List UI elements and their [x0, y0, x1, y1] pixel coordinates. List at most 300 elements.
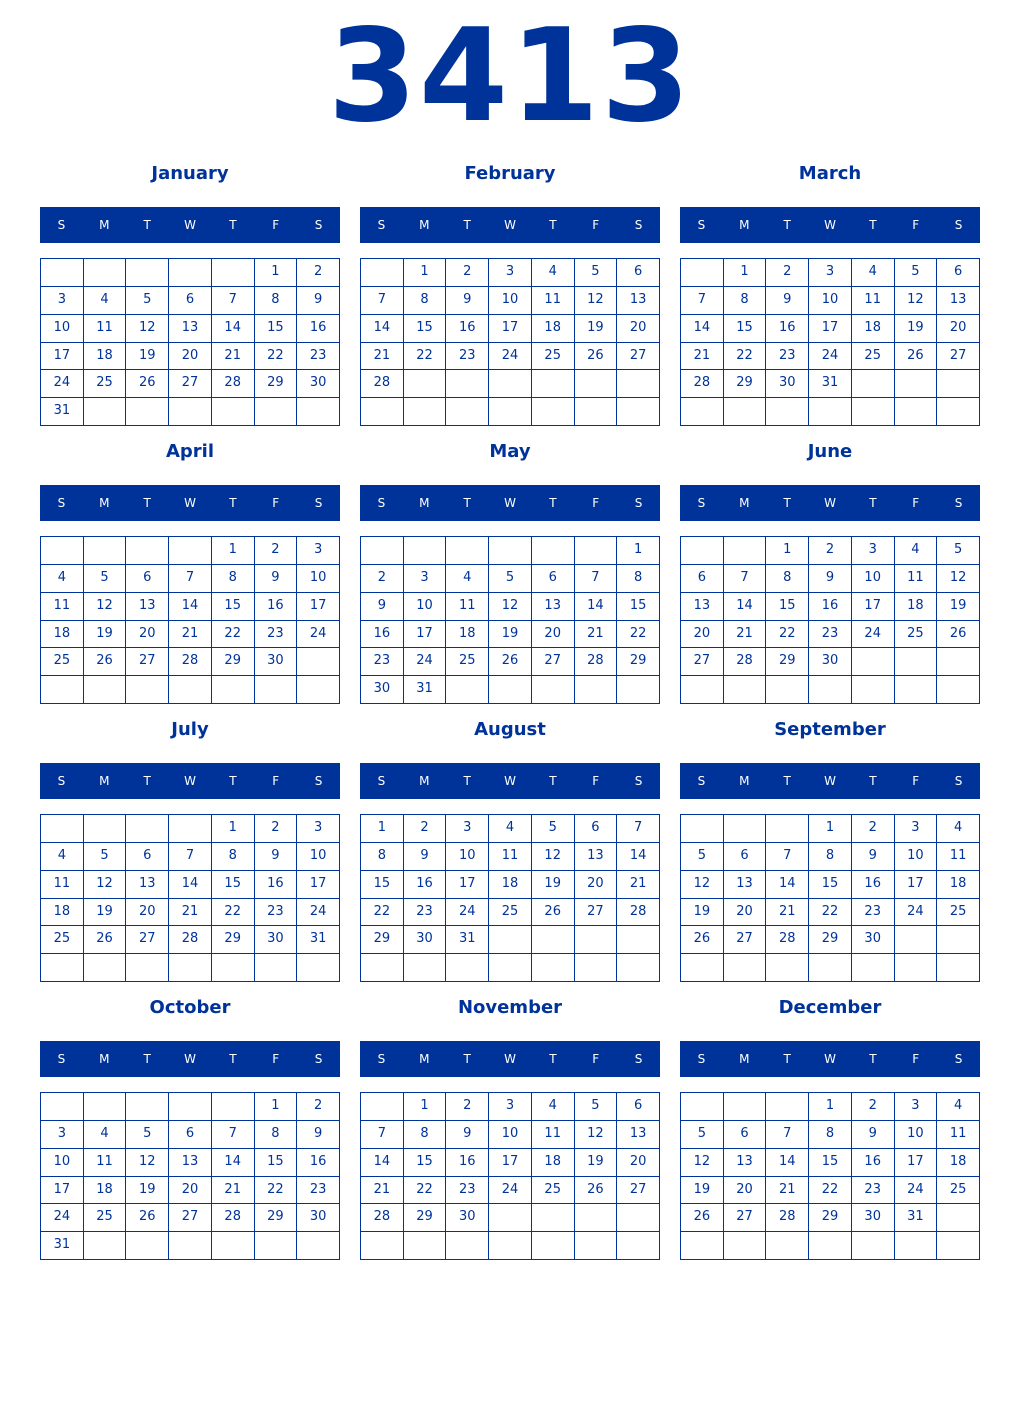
- day-cell: [84, 954, 127, 982]
- day-cell: 16: [446, 1149, 489, 1177]
- weekday-label: W: [504, 218, 516, 232]
- day-cell: 27: [937, 343, 980, 371]
- day-cell: 20: [169, 343, 212, 371]
- day-cell: 11: [489, 843, 532, 871]
- day-cell: 27: [532, 648, 575, 676]
- day-cell: [126, 398, 169, 426]
- day-cell: 21: [361, 1177, 404, 1205]
- day-cell: 15: [361, 871, 404, 899]
- day-cell: 25: [84, 370, 127, 398]
- weekday-header: [40, 1041, 340, 1077]
- day-cell: [895, 676, 938, 704]
- day-cell: 23: [297, 343, 340, 371]
- weekday-label: T: [549, 1052, 557, 1066]
- weekday-label: S: [314, 218, 323, 232]
- weekday-label: S: [377, 1052, 386, 1066]
- weekday-label: S: [634, 218, 643, 232]
- weekday-label: T: [229, 218, 237, 232]
- day-cell: [937, 954, 980, 982]
- day-cell: 13: [126, 593, 169, 621]
- day-cell: 31: [297, 926, 340, 954]
- day-cell: 22: [255, 343, 298, 371]
- day-cell: 4: [937, 1093, 980, 1121]
- day-cell: 3: [852, 537, 895, 565]
- day-cell: 11: [532, 1121, 575, 1149]
- day-cell: [575, 398, 618, 426]
- day-cell: 19: [575, 1149, 618, 1177]
- month-title: September: [774, 719, 886, 740]
- day-cell: 8: [724, 287, 767, 315]
- day-cell: 15: [404, 1149, 447, 1177]
- day-cell: [617, 1204, 660, 1232]
- day-cell: 13: [724, 1149, 767, 1177]
- day-cell: 24: [489, 343, 532, 371]
- day-cell: 28: [575, 648, 618, 676]
- weekday-label: M: [739, 1052, 750, 1066]
- day-cell: 12: [126, 1149, 169, 1177]
- day-cell: [532, 1204, 575, 1232]
- day-cell: 1: [255, 1093, 298, 1121]
- day-cell: 22: [404, 1177, 447, 1205]
- day-cell: 21: [169, 899, 212, 927]
- day-cell: 16: [297, 315, 340, 343]
- day-cell: 28: [766, 1204, 809, 1232]
- day-cell: [84, 815, 127, 843]
- day-cell: 24: [489, 1177, 532, 1205]
- day-cell: 17: [446, 871, 489, 899]
- day-cell: 20: [724, 1177, 767, 1205]
- month-title: February: [464, 163, 556, 184]
- day-cell: 8: [404, 1121, 447, 1149]
- day-cell: [84, 398, 127, 426]
- day-cell: 2: [766, 259, 809, 287]
- weekday-label: M: [419, 1052, 430, 1066]
- weekday-label: T: [143, 218, 151, 232]
- day-cell: 19: [681, 1177, 724, 1205]
- day-cell: 27: [724, 926, 767, 954]
- day-cell: 15: [404, 315, 447, 343]
- day-cell: [489, 676, 532, 704]
- day-cell: 31: [809, 370, 852, 398]
- day-cell: [41, 259, 84, 287]
- day-cell: 8: [212, 565, 255, 593]
- day-cell: 18: [937, 1149, 980, 1177]
- day-cell: [681, 954, 724, 982]
- day-cell: [404, 1232, 447, 1260]
- day-cell: 25: [895, 621, 938, 649]
- day-cell: [126, 537, 169, 565]
- day-cell: 30: [361, 676, 404, 704]
- day-cell: 1: [404, 1093, 447, 1121]
- day-cell: 16: [766, 315, 809, 343]
- day-cell: [169, 676, 212, 704]
- day-cell: 4: [446, 565, 489, 593]
- day-cell: 31: [41, 398, 84, 426]
- day-cell: 17: [404, 621, 447, 649]
- day-cell: 26: [575, 343, 618, 371]
- day-cell: 27: [724, 1204, 767, 1232]
- day-cell: [532, 370, 575, 398]
- weekday-header: [680, 207, 980, 243]
- weekday-label: W: [504, 1052, 516, 1066]
- day-cell: [852, 398, 895, 426]
- day-cell: [895, 648, 938, 676]
- weekday-label: T: [463, 496, 471, 510]
- weekday-label: T: [549, 218, 557, 232]
- day-cell: 11: [446, 593, 489, 621]
- day-cell: 2: [255, 537, 298, 565]
- day-cell: 21: [361, 343, 404, 371]
- day-cell: 24: [297, 621, 340, 649]
- day-cell: 12: [575, 287, 618, 315]
- day-cell: [724, 676, 767, 704]
- day-cell: 27: [169, 1204, 212, 1232]
- day-cell: 18: [84, 343, 127, 371]
- day-cell: 6: [169, 1121, 212, 1149]
- day-cell: 9: [809, 565, 852, 593]
- day-cell: [937, 926, 980, 954]
- day-cell: [404, 370, 447, 398]
- day-grid: [680, 536, 980, 704]
- day-cell: [681, 259, 724, 287]
- day-cell: 31: [895, 1204, 938, 1232]
- year-title: 3413: [327, 2, 693, 151]
- day-cell: 13: [169, 315, 212, 343]
- day-cell: 8: [212, 843, 255, 871]
- day-cell: [212, 1232, 255, 1260]
- day-cell: 4: [489, 815, 532, 843]
- day-cell: 16: [852, 1149, 895, 1177]
- day-cell: 4: [532, 259, 575, 287]
- day-cell: 22: [255, 1177, 298, 1205]
- day-cell: 28: [766, 926, 809, 954]
- day-cell: [169, 259, 212, 287]
- weekday-label: S: [954, 1052, 963, 1066]
- day-grid: [680, 258, 980, 426]
- day-cell: 30: [852, 926, 895, 954]
- day-cell: 21: [766, 1177, 809, 1205]
- day-cell: 3: [809, 259, 852, 287]
- day-cell: 31: [446, 926, 489, 954]
- day-cell: 19: [126, 1177, 169, 1205]
- day-cell: 21: [617, 871, 660, 899]
- day-cell: [617, 398, 660, 426]
- day-cell: 22: [766, 621, 809, 649]
- day-cell: [724, 398, 767, 426]
- day-cell: 16: [446, 315, 489, 343]
- weekday-label: W: [504, 496, 516, 510]
- weekday-label: S: [954, 496, 963, 510]
- day-cell: 22: [212, 899, 255, 927]
- day-cell: 20: [575, 871, 618, 899]
- day-cell: 6: [681, 565, 724, 593]
- day-cell: 1: [212, 537, 255, 565]
- weekday-label: T: [783, 496, 791, 510]
- weekday-label: T: [143, 1052, 151, 1066]
- day-cell: 18: [852, 315, 895, 343]
- weekday-label: S: [377, 218, 386, 232]
- weekday-label: S: [377, 774, 386, 788]
- day-cell: 24: [809, 343, 852, 371]
- month-january: [40, 160, 340, 438]
- day-cell: [126, 1232, 169, 1260]
- weekday-label: T: [549, 774, 557, 788]
- weekday-label: W: [184, 218, 196, 232]
- weekday-label: S: [697, 218, 706, 232]
- day-cell: 5: [489, 565, 532, 593]
- day-cell: [766, 1093, 809, 1121]
- weekday-label: F: [912, 1052, 920, 1066]
- day-cell: [126, 259, 169, 287]
- day-cell: 24: [895, 899, 938, 927]
- weekday-label: W: [824, 218, 836, 232]
- day-cell: 12: [532, 843, 575, 871]
- day-cell: 17: [297, 871, 340, 899]
- day-cell: 4: [852, 259, 895, 287]
- day-cell: [169, 815, 212, 843]
- day-cell: 5: [126, 287, 169, 315]
- day-cell: 19: [532, 871, 575, 899]
- day-cell: 9: [766, 287, 809, 315]
- day-cell: [766, 815, 809, 843]
- day-cell: 18: [41, 899, 84, 927]
- day-cell: 18: [41, 621, 84, 649]
- day-cell: 10: [41, 1149, 84, 1177]
- day-cell: 1: [617, 537, 660, 565]
- day-cell: [446, 370, 489, 398]
- month-may: [360, 438, 660, 716]
- day-cell: [446, 398, 489, 426]
- day-cell: 7: [766, 1121, 809, 1149]
- month-july: [40, 716, 340, 994]
- day-cell: [212, 398, 255, 426]
- weekday-label: S: [314, 496, 323, 510]
- day-cell: 27: [617, 343, 660, 371]
- day-cell: [852, 370, 895, 398]
- day-cell: 9: [852, 843, 895, 871]
- day-cell: 2: [852, 1093, 895, 1121]
- day-cell: 2: [297, 259, 340, 287]
- month-april: [40, 438, 340, 716]
- day-cell: 19: [489, 621, 532, 649]
- day-cell: 28: [212, 370, 255, 398]
- day-cell: [404, 537, 447, 565]
- day-cell: 26: [126, 1204, 169, 1232]
- day-cell: 4: [84, 287, 127, 315]
- day-cell: 7: [766, 843, 809, 871]
- weekday-label: F: [272, 1052, 280, 1066]
- day-cell: [41, 537, 84, 565]
- day-cell: 2: [446, 1093, 489, 1121]
- day-cell: [212, 676, 255, 704]
- day-cell: 25: [852, 343, 895, 371]
- day-cell: 10: [895, 843, 938, 871]
- day-cell: 17: [41, 343, 84, 371]
- day-cell: 4: [937, 815, 980, 843]
- day-cell: 23: [446, 343, 489, 371]
- day-cell: 6: [575, 815, 618, 843]
- day-cell: 17: [489, 1149, 532, 1177]
- weekday-label: S: [314, 774, 323, 788]
- weekday-label: M: [739, 218, 750, 232]
- day-cell: 23: [766, 343, 809, 371]
- day-cell: [84, 259, 127, 287]
- weekday-label: S: [634, 774, 643, 788]
- day-cell: 2: [361, 565, 404, 593]
- day-cell: [41, 676, 84, 704]
- day-cell: 13: [126, 871, 169, 899]
- day-cell: [212, 1093, 255, 1121]
- month-september: [680, 716, 980, 994]
- weekday-label: W: [184, 496, 196, 510]
- day-cell: 8: [617, 565, 660, 593]
- weekday-label: S: [954, 774, 963, 788]
- day-cell: 11: [852, 287, 895, 315]
- day-cell: 16: [297, 1149, 340, 1177]
- day-cell: 18: [532, 1149, 575, 1177]
- weekday-label: S: [314, 1052, 323, 1066]
- day-cell: 15: [766, 593, 809, 621]
- day-cell: 3: [489, 259, 532, 287]
- day-grid: [360, 1092, 660, 1260]
- day-cell: 2: [446, 259, 489, 287]
- day-cell: 7: [212, 287, 255, 315]
- day-cell: 11: [84, 1149, 127, 1177]
- day-cell: 10: [404, 593, 447, 621]
- day-cell: 1: [255, 259, 298, 287]
- day-cell: 9: [852, 1121, 895, 1149]
- day-cell: 20: [681, 621, 724, 649]
- day-cell: 14: [724, 593, 767, 621]
- weekday-label: T: [869, 1052, 877, 1066]
- day-cell: [255, 398, 298, 426]
- month-title: January: [151, 163, 229, 184]
- day-cell: [809, 398, 852, 426]
- day-cell: 7: [169, 843, 212, 871]
- day-cell: [852, 954, 895, 982]
- day-cell: 23: [297, 1177, 340, 1205]
- day-cell: 6: [724, 1121, 767, 1149]
- weekday-label: M: [419, 218, 430, 232]
- day-cell: 14: [361, 1149, 404, 1177]
- day-cell: 14: [212, 1149, 255, 1177]
- day-cell: [297, 398, 340, 426]
- day-cell: 8: [809, 843, 852, 871]
- day-cell: 27: [126, 926, 169, 954]
- day-cell: 28: [169, 926, 212, 954]
- day-cell: 5: [681, 1121, 724, 1149]
- day-cell: [724, 1232, 767, 1260]
- day-cell: 5: [84, 843, 127, 871]
- day-cell: 10: [489, 1121, 532, 1149]
- weekday-label: F: [272, 496, 280, 510]
- day-cell: [489, 537, 532, 565]
- day-cell: 15: [212, 593, 255, 621]
- month-february: [360, 160, 660, 438]
- day-cell: 29: [255, 1204, 298, 1232]
- day-cell: 22: [212, 621, 255, 649]
- day-cell: 27: [617, 1177, 660, 1205]
- day-cell: [446, 676, 489, 704]
- weekday-label: M: [419, 496, 430, 510]
- day-cell: [895, 1232, 938, 1260]
- day-cell: [532, 537, 575, 565]
- day-cell: [766, 676, 809, 704]
- day-cell: 14: [212, 315, 255, 343]
- day-cell: 11: [937, 843, 980, 871]
- day-cell: 24: [41, 370, 84, 398]
- day-cell: 6: [724, 843, 767, 871]
- day-cell: 10: [895, 1121, 938, 1149]
- day-cell: [532, 1232, 575, 1260]
- day-cell: 20: [126, 899, 169, 927]
- day-cell: [126, 676, 169, 704]
- month-march: [680, 160, 980, 438]
- day-cell: 21: [766, 899, 809, 927]
- day-cell: 5: [126, 1121, 169, 1149]
- day-cell: 8: [404, 287, 447, 315]
- weekday-header: [40, 485, 340, 521]
- weekday-label: T: [143, 774, 151, 788]
- day-cell: 26: [681, 1204, 724, 1232]
- weekday-label: T: [143, 496, 151, 510]
- weekday-label: M: [739, 774, 750, 788]
- day-cell: 2: [404, 815, 447, 843]
- day-cell: 20: [617, 315, 660, 343]
- day-cell: 9: [255, 843, 298, 871]
- day-cell: 26: [84, 926, 127, 954]
- day-cell: 21: [681, 343, 724, 371]
- day-cell: [84, 537, 127, 565]
- day-cell: 7: [212, 1121, 255, 1149]
- day-cell: [361, 537, 404, 565]
- day-grid: [40, 536, 340, 704]
- weekday-label: S: [697, 496, 706, 510]
- day-cell: 29: [724, 370, 767, 398]
- day-cell: 1: [766, 537, 809, 565]
- day-cell: 6: [126, 843, 169, 871]
- day-cell: 6: [937, 259, 980, 287]
- day-cell: 20: [724, 899, 767, 927]
- day-cell: 3: [41, 287, 84, 315]
- day-cell: [766, 398, 809, 426]
- day-cell: 14: [766, 1149, 809, 1177]
- weekday-label: M: [419, 774, 430, 788]
- day-cell: [617, 954, 660, 982]
- day-cell: 26: [681, 926, 724, 954]
- day-cell: 3: [895, 1093, 938, 1121]
- weekday-label: S: [697, 774, 706, 788]
- day-cell: 3: [297, 537, 340, 565]
- day-cell: [361, 1093, 404, 1121]
- day-cell: [489, 1204, 532, 1232]
- weekday-label: S: [634, 1052, 643, 1066]
- day-cell: [532, 954, 575, 982]
- day-cell: 10: [852, 565, 895, 593]
- day-cell: 30: [297, 370, 340, 398]
- weekday-header: [360, 1041, 660, 1077]
- day-cell: 25: [532, 343, 575, 371]
- day-cell: 10: [446, 843, 489, 871]
- day-cell: 11: [41, 593, 84, 621]
- day-cell: 29: [361, 926, 404, 954]
- day-cell: 19: [937, 593, 980, 621]
- day-cell: 6: [169, 287, 212, 315]
- day-cell: 17: [41, 1177, 84, 1205]
- day-cell: 3: [446, 815, 489, 843]
- day-cell: 9: [361, 593, 404, 621]
- day-cell: 25: [84, 1204, 127, 1232]
